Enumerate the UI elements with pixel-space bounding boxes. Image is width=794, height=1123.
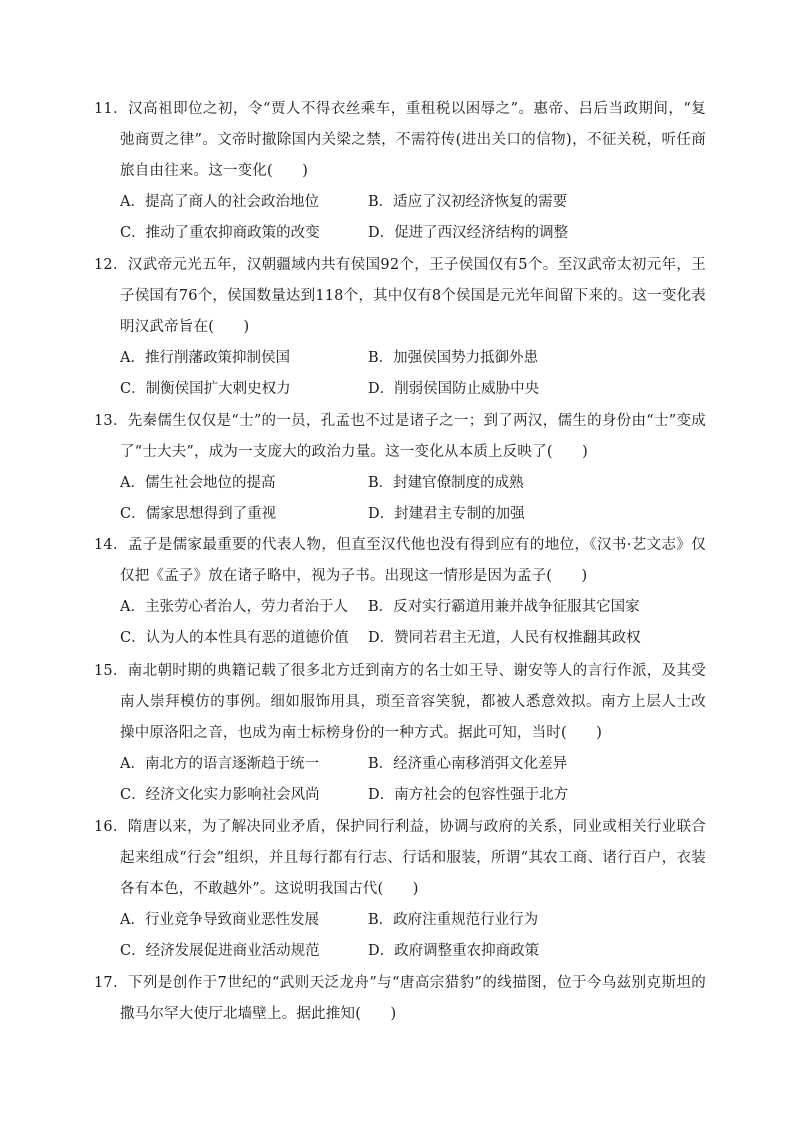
- question-17: [94, 968, 706, 1030]
- option-b[interactable]: B．适应了汉初经济恢复的需要: [368, 194, 568, 210]
- option-d[interactable]: D．封建君主专制的加强: [368, 506, 525, 522]
- option-group: [94, 187, 706, 249]
- option-c[interactable]: C．认为人的本性具有恶的道德价值: [120, 630, 349, 646]
- option-a[interactable]: A．推行削藩政策抑制侯国: [120, 350, 290, 366]
- question-stem: 16．隋唐以来，为了解决同业矛盾，保护同行利益，协调与政府的关系，同业或相关行业联合起来组成“行会”组织，并且每行都有行志、行话和服装，所谓“其农工商、诸行百户，衣装各有本色，不敢越外”。这说明我国古代( ): [94, 819, 706, 897]
- option-a[interactable]: A．行业竞争导致商业恶性发展: [120, 912, 319, 928]
- question-11: [94, 94, 706, 249]
- option-d[interactable]: D．削弱侯国防止威胁中央: [368, 381, 540, 397]
- question-stem: 14．孟子是儒家最重要的代表人物，但直至汉代他也没有得到应有的地位，《汉书·艺文志》仅仅把《孟子》放在诸子略中，视为子书。出现这一情形是因为孟子( ): [94, 537, 706, 584]
- option-group: [94, 343, 706, 405]
- option-a[interactable]: A．儒生社会地位的提高: [120, 475, 276, 491]
- question-13: [94, 406, 706, 530]
- option-c[interactable]: C．推动了重农抑商政策的改变: [120, 225, 320, 241]
- question-stem: 17．下列是创作于7世纪的“武则天泛龙舟”与“唐高宗猎豹”的线描图，位于今乌兹别克斯坦的撒马尔罕大使厅北墙壁上。据此推知( ): [94, 975, 706, 1022]
- question-stem: 11．汉高祖即位之初，令“贾人不得衣丝乘车，重租税以困辱之”。惠帝、吕后当政期间，“复弛商贾之律”。文帝时撤除国内关梁之禁，不需符传(进出关口的信物)，不征关税，听任商旅自由往来。这一变化( ): [94, 101, 706, 179]
- option-group: [94, 592, 706, 654]
- question-12: [94, 250, 706, 405]
- option-b[interactable]: B．反对实行霸道用兼并战争征服其它国家: [368, 599, 640, 615]
- option-c[interactable]: C．儒家思想得到了重视: [120, 506, 277, 522]
- option-group: [94, 468, 706, 530]
- question-15: [94, 656, 706, 811]
- option-d[interactable]: D．政府调整重农抑商政策: [368, 943, 540, 959]
- option-a[interactable]: A．提高了商人的社会政治地位: [120, 194, 319, 210]
- option-b[interactable]: B．经济重心南移消弭文化差异: [368, 756, 568, 772]
- option-group: [94, 905, 706, 967]
- question-16: [94, 812, 706, 967]
- option-b[interactable]: B．政府注重规范行业行为: [368, 912, 539, 928]
- option-d[interactable]: D．南方社会的包容性强于北方: [368, 787, 569, 803]
- option-c[interactable]: C．经济文化实力影响社会风尚: [120, 787, 320, 803]
- option-c[interactable]: C．经济发展促进商业活动规范: [120, 943, 320, 959]
- option-b[interactable]: B．加强侯国势力抵御外患: [368, 350, 539, 366]
- question-stem: 13．先秦儒生仅仅是“士”的一员，孔孟也不过是诸子之一；到了两汉，儒生的身份由“士”变成了“士大夫”，成为一支庞大的政治力量。这一变化从本质上反映了( ): [94, 413, 706, 460]
- option-d[interactable]: D．促进了西汉经济结构的调整: [368, 225, 569, 241]
- question-14: [94, 530, 706, 654]
- option-d[interactable]: D．赞同若君主无道，人民有权推翻其政权: [368, 630, 641, 646]
- option-c[interactable]: C．制衡侯国扩大刺史权力: [120, 381, 291, 397]
- option-a[interactable]: A．南北方的语言逐渐趋于统一: [120, 756, 319, 772]
- option-a[interactable]: A．主张劳心者治人，劳力者治于人: [120, 599, 348, 615]
- question-stem: 12．汉武帝元光五年，汉朝疆域内共有侯国92个，王子侯国仅有5个。至汉武帝太初元年，王子侯国有76个，侯国数量达到118个，其中仅有8个侯国是元光年间留下来的。这一变化表明汉武帝旨在( ): [94, 257, 706, 335]
- option-group: [94, 749, 706, 811]
- question-stem: 15．南北朝时期的典籍记载了很多北方迁到南方的名士如王导、谢安等人的言行作派，及其受南人崇拜模仿的事例。细如服饰用具，琐至音容笑貌，都被人悉意效拟。南方上层人士改操中原洛阳之音，也成为南士标榜身份的一种方式。据此可知，当时( ): [94, 663, 706, 741]
- option-b[interactable]: B．封建官僚制度的成熟: [368, 475, 524, 491]
